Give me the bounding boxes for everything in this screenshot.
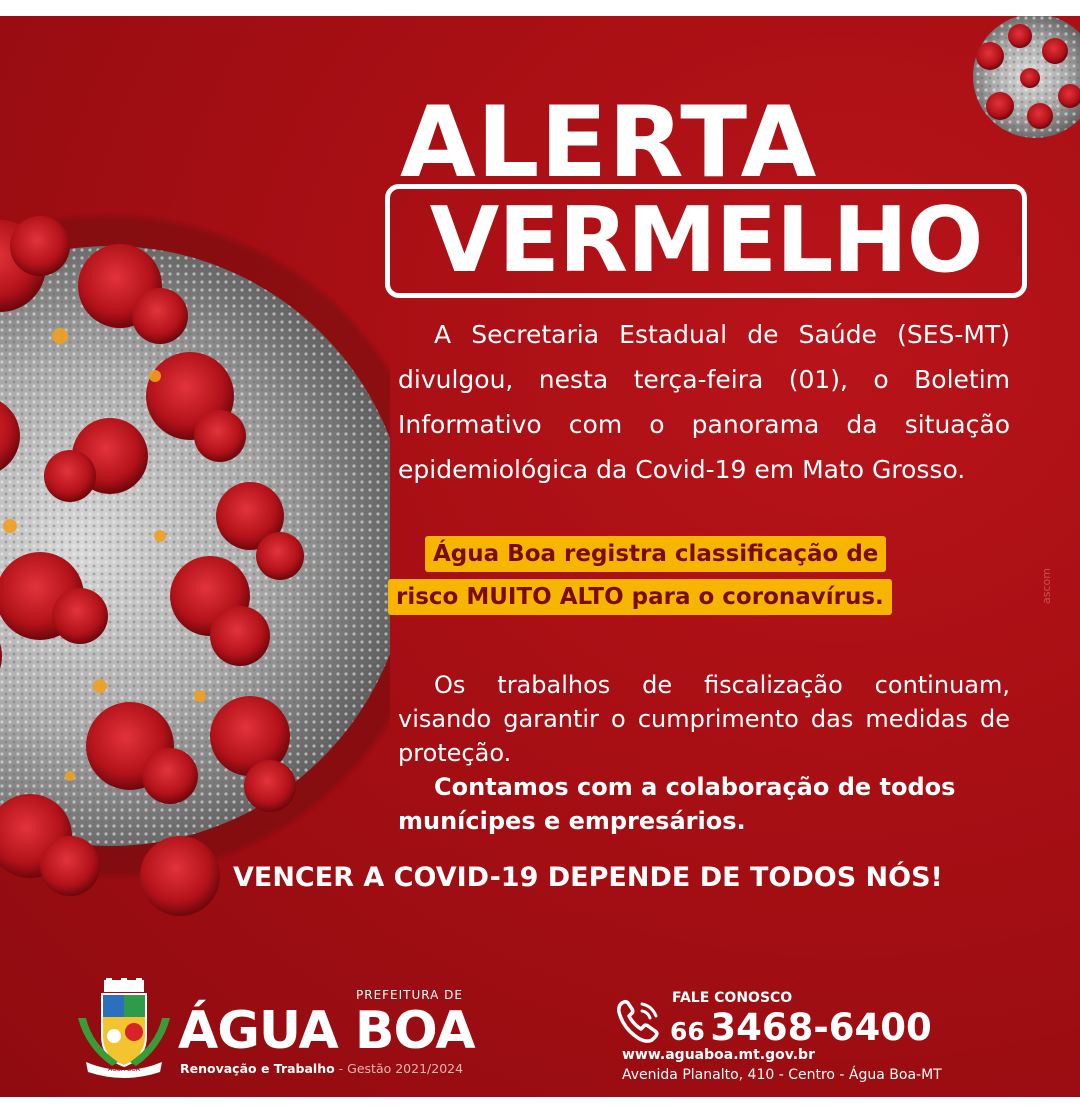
- tagline: [180, 1061, 463, 1076]
- paragraph-intro-text: A Secretaria Estadual de Saúde (SES-MT) divulgou, nesta terça-feira (01), o Boletim Informativo com o panorama da situação epidemiológica da Covid-19 em Mato Grosso.: [398, 320, 1010, 484]
- paragraph-fiscalization-text: Os trabalhos de fiscalização continuam, visando garantir o cumprimento das medidas de proteção.: [398, 671, 1010, 767]
- phone-number[interactable]: [670, 1006, 932, 1049]
- headline-box: [385, 184, 1027, 298]
- coronavirus-illustration: [0, 136, 390, 956]
- municipal-crest-icon: [72, 978, 176, 1078]
- brand-name: ÁGUA BOA: [178, 1001, 475, 1061]
- headline-alerta: ALERTA: [400, 86, 818, 200]
- risk-highlight-line-1: Água Boa registra classificação de: [425, 536, 886, 572]
- risk-highlight-line-2: risco MUITO ALTO para o coronavírus.: [388, 579, 892, 615]
- slogan: VENCER A COVID-19 DEPENDE DE TODOS NÓS!: [233, 862, 943, 893]
- headline-vermelho: VERMELHO: [429, 188, 983, 293]
- phone-area-code: 66: [670, 1017, 705, 1046]
- contact-label: FALE CONOSCO: [672, 990, 793, 1006]
- paragraph-fiscalization: [398, 668, 1010, 770]
- watermark: ascom: [1040, 568, 1053, 604]
- phone-digits: 3468-6400: [710, 1006, 932, 1049]
- paragraph-collaboration-text: Contamos com a colaboração de todos munícipes e empresários.: [398, 773, 956, 835]
- crest-label: ÁGUA BOA: [108, 1066, 140, 1073]
- website-link[interactable]: www.aguaboa.mt.gov.br: [622, 1047, 815, 1063]
- paragraph-intro: [398, 312, 1010, 492]
- paragraph-collaboration: [398, 770, 1010, 838]
- prefeitura-label: PREFEITURA DE: [356, 988, 463, 1002]
- coronavirus-corner-illustration: [960, 16, 1080, 156]
- tagline-rest: - Gestão 2021/2024: [334, 1061, 464, 1076]
- address: Avenida Planalto, 410 - Centro - Água Boa-MT: [622, 1067, 942, 1083]
- alert-poster: [0, 16, 1080, 1097]
- tagline-bold: Renovação e Trabalho: [180, 1061, 335, 1076]
- phone-icon: [614, 996, 664, 1046]
